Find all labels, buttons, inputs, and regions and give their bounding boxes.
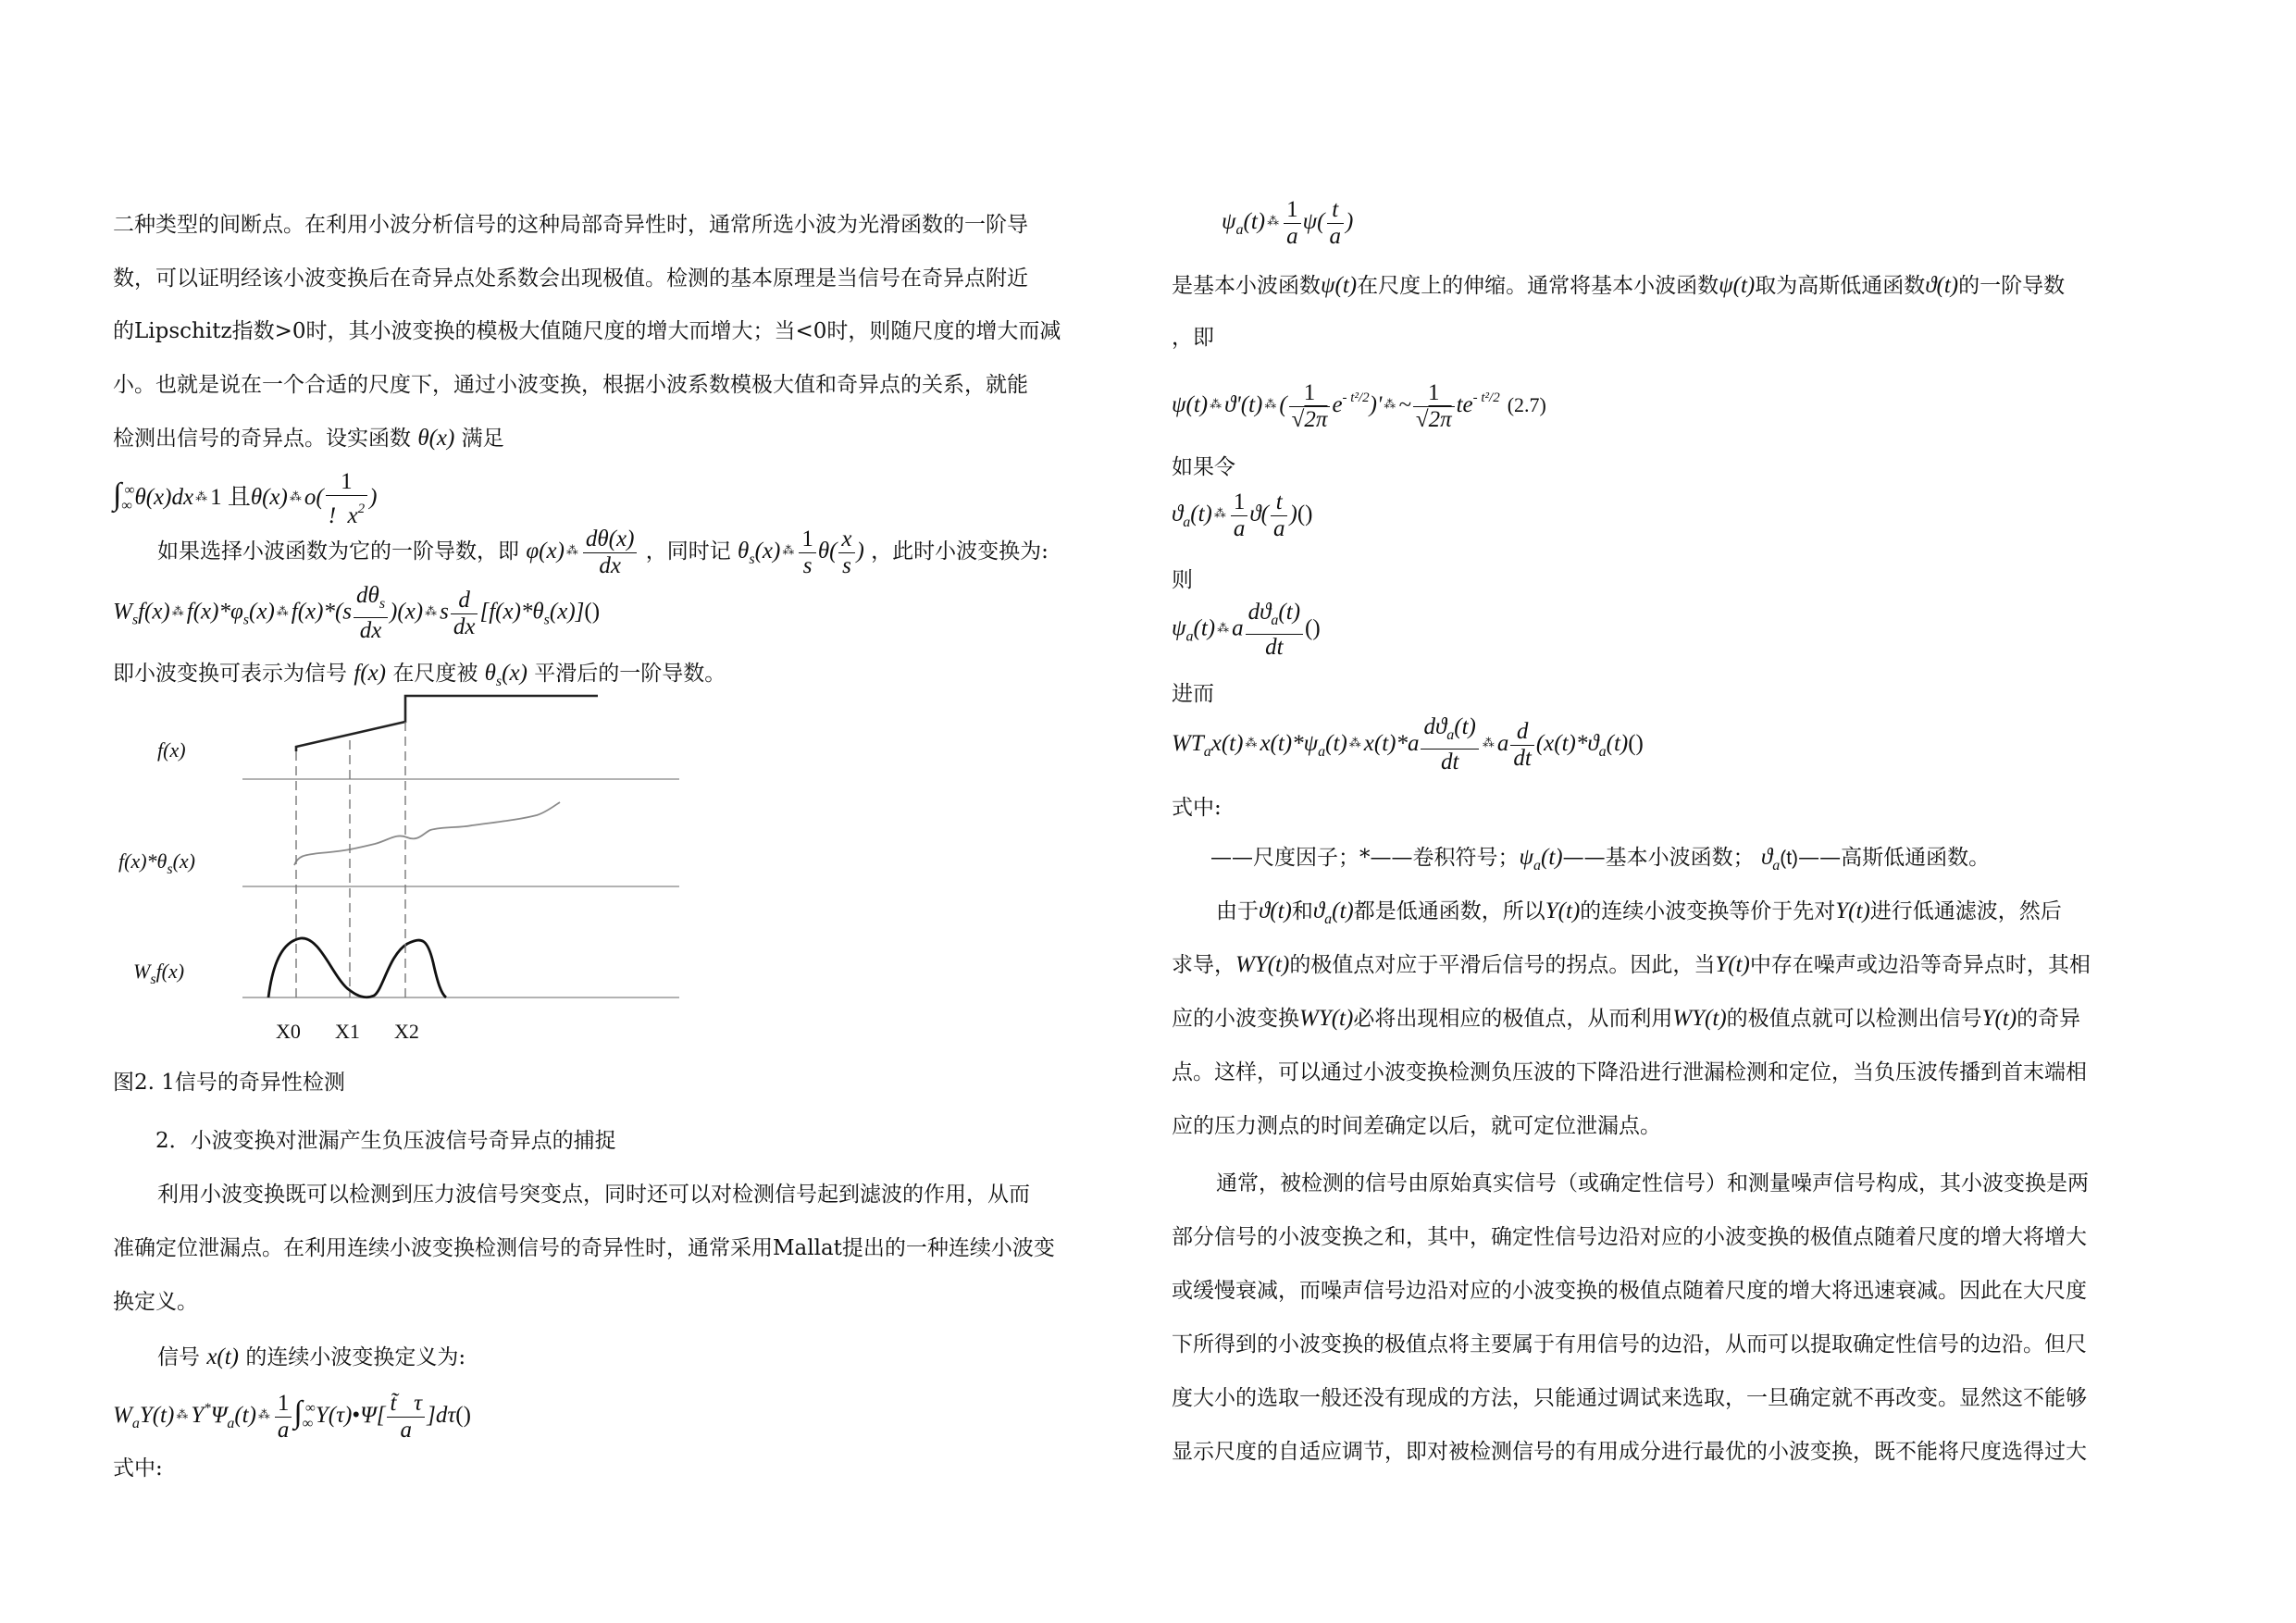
x-label-0: X0 — [276, 1020, 301, 1043]
para2-line-2: 准确定位泄漏点。在利用连续小波变换检测信号的奇异性时，通常采用Mallat提出的一种连续小波变 — [113, 1236, 1055, 1260]
singularity-guide-lines — [296, 722, 405, 997]
para2-line-1: 利用小波变换既可以检测到压力波信号突变点，同时还可以对检测信号起到滤波的作用，从而 — [157, 1183, 1030, 1207]
para2-line-3: 换定义。 — [113, 1290, 198, 1314]
eq-wavelet-transform: $W_sf(x)$ ⁂ $f(x)*\varphi_s(x)$ ⁂ f(x)*(s $\frac{d\theta_s}{dx}$ )(x) ⁂ s $\frac{d}{dx}$ $[f(x)*\theta_s(x)]()$ — [113, 583, 601, 643]
para3-line-2: 求导，WY(t)的极值点对应于平滑后信号的拐点。因此，当Y(t)中存在噪声或边沿等奇异点时，其相 — [1172, 952, 2091, 977]
theta-x-symbol: θ(x) — [417, 426, 455, 451]
x-label-2: X2 — [394, 1020, 419, 1043]
para4-line-6: 显示尺度的自适应调节，即对被检测信号的有用成分进行最优的小波变换，既不能将尺度选得过大 — [1172, 1440, 2087, 1464]
eq-wavelet-gaussian-relation: $\psi_a(t)$ ⁂ a $\frac{dϑ_a(t)}{dt}$ () — [1172, 600, 1321, 660]
section-2-heading: 2．小波变换对泄漏产生负压波信号奇异点的捕捉 — [155, 1129, 616, 1153]
eq-integral-condition: $\int_\infty^\infty\theta(x)dx$ ⁂ 1 且θ(x) ⁂ o( $\frac{1}{! x^2}$ ) — [113, 468, 378, 528]
derivative-explanation: 即小波变换可表示为信号 f(x) 在尺度被 $\theta_s(x)$ 平滑后的一阶导数。 — [113, 661, 726, 689]
eq-wt-convolution: $WT_ax(t)$ ⁂ $x(t)*\psi_a(t)$ ⁂ x(t)*a $\frac{dϑ_a(t)}{dt}$ ⁂ a $\frac{d}{dt}$ ($x(t)*ϑ_a(t)()$ — [1172, 714, 1644, 775]
para4-line-2: 部分信号的小波变换之和，其中，确定性信号边沿对应的小波变换的极值点随着尺度的增大将增大 — [1172, 1225, 2087, 1249]
para3-line-4: 点。这样，可以通过小波变换检测负压波的下降沿进行泄漏检测和定位，当负压波传播到首末端相 — [1172, 1060, 2087, 1084]
eq-continuous-wavelet-definition: $W_aY(t)$ ⁂ $Y^*\Psi_a(t)$ ⁂ $\frac{1}{a}$ $\int_\infty^\infty Y(\tau)•\Psi$[ $\frac{t̃ \tau}{a}$ ]dτ() — [113, 1390, 471, 1443]
para4-line-5: 度大小的选取一般还没有现成的方法，只能通过调试来选取，一旦确定就不再改变。显然这不能够 — [1172, 1386, 2087, 1410]
figure-label-w: $W_sf(x)$ — [133, 960, 185, 987]
comma-ji: ，即 — [1172, 326, 1214, 350]
figure-separator-lines — [242, 779, 679, 997]
where-label-right: 式中: — [1172, 796, 1222, 820]
para1-line-3: 的Lipschitz指数>0时，其小波变换的模极大值随尺度的增大而增大；当<0时，则随尺度的增大而减 — [113, 319, 1061, 343]
eq-scaled-gaussian: $ϑ_a(t)$ ⁂ $\frac{1}{a}$ ϑ( $\frac{t}{a}$ )() — [1172, 489, 1313, 541]
figure-label-conv: $f(x)*\theta_s(x)$ — [118, 849, 195, 877]
para1-line-1: 二种类型的间断点。在利用小波分析信号的这种局部奇异性时，通常所选小波为光滑函数的一阶导 — [113, 213, 1028, 237]
para3-line-3: 应的小波变换WY(t)必将出现相应的极值点，从而利用WY(t)的极值点就可以检测出信号Y(t)的奇异 — [1172, 1006, 2081, 1031]
figure-caption: 图2. 1信号的奇异性检测 — [113, 1071, 345, 1095]
ruguo-ling: 如果令 — [1172, 455, 1235, 479]
smoothed-signal-curve — [294, 802, 560, 865]
stretch-explanation: 是基本小波函数ψ(t)在尺度上的伸缩。通常将基本小波函数ψ(t)取为高斯低通函数ϑ(t)的一阶导数 — [1172, 273, 2066, 298]
wavelet-response-curve — [268, 938, 446, 997]
figure-label-f: f(x) — [157, 738, 186, 762]
para1-line-4: 小。也就是说在一个合适的尺度下，通过小波变换，根据小波系数模极大值和奇异点的关系，就能 — [113, 373, 1028, 397]
eq-scaled-wavelet: $\psi_a(t)$ ⁂ $\frac{1}{a}$ ψ( $\frac{t}{a}$ ) — [1222, 196, 1354, 249]
signal-f-curve — [296, 696, 598, 751]
para4-line-4: 下所得到的小波变换的极值点将主要属于有用信号的边沿，从而可以提取确定性信号的边沿。但尺 — [1172, 1332, 2087, 1357]
wavelet-choice-line: 如果选择小波函数为它的一阶导数，即 φ(x) ⁂ $\frac{d\theta(x)}{dx}$ ，同时记 $\theta_s(x)$ ⁂ $\frac{1}{s}$ θ( $\frac{x}{s}$ ) ，此时小波变换为: — [157, 526, 1049, 578]
para4-line-3: 或缓慢衰减，而噪声信号边沿对应的小波变换的极值点随着尺度的增大将迅速衰减。因此在大尺度 — [1172, 1279, 2087, 1303]
symbol-definitions: ——尺度因子；*——卷积符号；$\psi_a(t)——$基本小波函数； $ϑ_a(t)——$高斯低通函数。 — [1210, 845, 1991, 873]
para1-line-2: 数，可以证明经该小波变换后在奇异点处系数会出现极值。检测的基本原理是当信号在奇异点附近 — [113, 266, 1028, 291]
para3-line-5: 应的压力测点的时间差确定以后，就可定位泄漏点。 — [1172, 1114, 1661, 1138]
para3-line-1: 由于ϑ(t)和$ϑ_a(t)$都是低通函数，所以Y(t)的连续小波变换等价于先对Y(t)进行低通滤波，然后 — [1216, 898, 2062, 927]
where-label-left: 式中: — [113, 1456, 163, 1481]
jiner-label: 进而 — [1172, 682, 1214, 706]
x-label-1: X1 — [335, 1020, 360, 1043]
para1-line-5: 检测出信号的奇异点。设实函数 θ(x) 满足 — [113, 426, 504, 451]
ze-label: 则 — [1172, 568, 1193, 592]
eq-gaussian-derivative: ψ(t) ⁂ ϑ'(t) ⁂ ( $\frac{1}{√2\pi}$ $e^{- t^2/2})'$ ⁂ ~ $\frac{1}{√2\pi}$ $te^{- t^2/2}$ (2.7) — [1172, 379, 1546, 432]
para4-line-1: 通常，被检测的信号由原始真实信号（或确定性信号）和测量噪声信号构成，其小波变换是两 — [1216, 1171, 2089, 1196]
definition-line: 信号 x(t) 的连续小波变换定义为: — [157, 1344, 466, 1369]
